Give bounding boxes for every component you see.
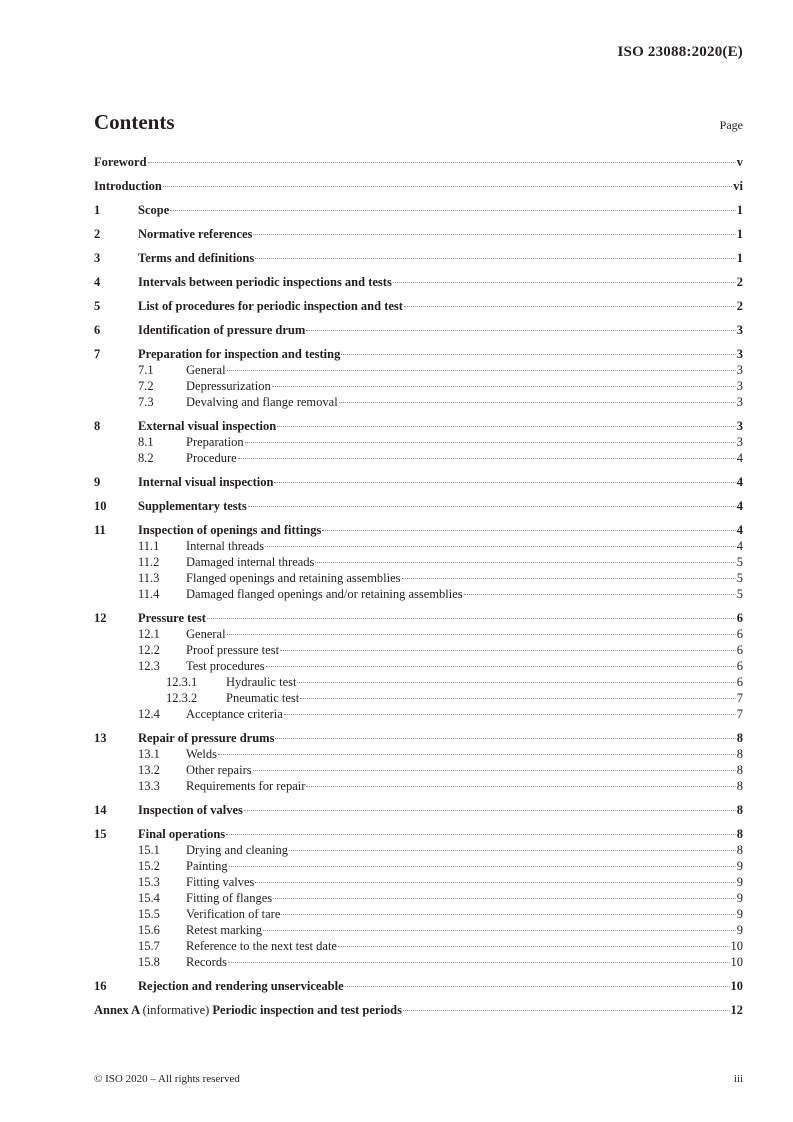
toc-section-number: 5 xyxy=(94,299,101,313)
dot-leader xyxy=(238,458,736,459)
dot-leader xyxy=(263,930,736,931)
toc-page-number: 8 xyxy=(736,827,743,841)
toc-page-number: 5 xyxy=(736,571,743,585)
toc-section-number: 15.3 xyxy=(138,875,160,889)
dot-leader xyxy=(322,530,735,531)
toc-entry[interactable] xyxy=(94,178,743,194)
toc-title: Depressurization xyxy=(186,379,271,393)
toc-section-number: 15.2 xyxy=(138,859,160,873)
toc-section-number: 12.3 xyxy=(138,659,160,673)
dot-leader xyxy=(226,834,736,835)
toc-title: Proof pressure test xyxy=(186,643,280,657)
dot-leader xyxy=(393,282,736,283)
toc-entry[interactable] xyxy=(94,474,743,490)
toc-title: Intervals between periodic inspections and tests xyxy=(138,275,392,289)
dot-leader xyxy=(255,258,736,259)
toc-entry[interactable] xyxy=(94,874,743,890)
toc-title: Preparation xyxy=(186,435,244,449)
toc-title: Rejection and rendering unserviceable xyxy=(138,979,344,993)
dot-leader xyxy=(266,666,736,667)
toc-page-number: 3 xyxy=(736,323,743,337)
toc-section-number: 3 xyxy=(94,251,101,265)
toc-section-number: 12.2 xyxy=(138,643,160,657)
toc-title: Drying and cleaning xyxy=(186,843,289,857)
toc-entry[interactable] xyxy=(94,674,743,690)
toc-page-number: 3 xyxy=(736,347,743,361)
toc-page-number: 10 xyxy=(730,955,743,969)
toc-entry[interactable] xyxy=(94,658,743,674)
toc-section-number: 7.1 xyxy=(138,363,154,377)
toc-page-number: 8 xyxy=(736,779,743,793)
toc-section-number: 13.3 xyxy=(138,779,160,793)
toc-entry[interactable] xyxy=(94,626,743,642)
annex-info: (informative) xyxy=(142,1003,210,1017)
toc-section-number: 12.3.1 xyxy=(166,675,198,689)
toc-section-number: 7.2 xyxy=(138,379,154,393)
dot-leader xyxy=(339,402,736,403)
toc-entry[interactable] xyxy=(94,826,743,842)
toc-entry[interactable] xyxy=(94,690,743,706)
toc-page-number: 1 xyxy=(736,203,743,217)
toc-page-number: 6 xyxy=(736,627,743,641)
toc-entry[interactable] xyxy=(94,538,743,554)
toc-entry[interactable] xyxy=(94,554,743,570)
toc-section-number: 9 xyxy=(94,475,101,489)
toc-title: Damaged flanged openings and/or retaining assemblies xyxy=(186,587,463,601)
toc-page-number: v xyxy=(736,155,743,169)
toc-entry[interactable] xyxy=(94,570,743,586)
toc-entry[interactable] xyxy=(94,586,743,602)
dot-leader xyxy=(345,986,730,987)
toc-entry[interactable] xyxy=(94,954,743,970)
toc-entry[interactable] xyxy=(94,154,743,170)
toc-title: Internal visual inspection xyxy=(138,475,274,489)
toc-page-number: 1 xyxy=(736,227,743,241)
toc-entry[interactable] xyxy=(94,226,743,242)
toc-title: Introduction xyxy=(94,179,162,193)
toc-title: Preparation for inspection and testing xyxy=(138,347,341,361)
toc-title: Normative references xyxy=(138,227,253,241)
dot-leader xyxy=(253,234,735,235)
toc-section-number: 12.4 xyxy=(138,707,160,721)
toc-title: Devalving and flange removal xyxy=(186,395,338,409)
toc-title: Final operations xyxy=(138,827,226,841)
toc-entry[interactable] xyxy=(94,858,743,874)
toc-section-number: 15.6 xyxy=(138,923,160,937)
toc-title: General xyxy=(186,363,226,377)
toc-title: Inspection of openings and fittings xyxy=(138,523,322,537)
toc-page-number: 10 xyxy=(730,979,743,993)
toc-title: Terms and definitions xyxy=(138,251,255,265)
toc-section-number: 11.4 xyxy=(138,587,160,601)
toc-page-number: 9 xyxy=(736,875,743,889)
toc-page-number: 4 xyxy=(736,523,743,537)
toc-entry[interactable] xyxy=(94,274,743,290)
toc-section-number: 7 xyxy=(94,347,101,361)
toc-section-number: 12 xyxy=(94,611,107,625)
toc-title: External visual inspection xyxy=(138,419,277,433)
dot-leader xyxy=(228,962,730,963)
toc-page-number: 3 xyxy=(736,379,743,393)
contents-heading: Contents xyxy=(94,110,175,134)
toc-entry[interactable] xyxy=(94,746,743,762)
dot-leader xyxy=(244,810,736,811)
dot-leader xyxy=(464,594,736,595)
toc-page-number: 1 xyxy=(736,251,743,265)
toc-page-number: 8 xyxy=(736,803,743,817)
toc-entry[interactable] xyxy=(94,298,743,314)
toc-page-number: 12 xyxy=(730,1003,743,1017)
toc-entry[interactable] xyxy=(94,322,743,338)
dot-leader xyxy=(272,386,736,387)
toc-entry[interactable] xyxy=(94,842,743,858)
toc-entry[interactable] xyxy=(94,346,743,362)
toc-section-number: 8 xyxy=(94,419,101,433)
toc-entry[interactable] xyxy=(94,378,743,394)
document-id: ISO 23088:2020(E) xyxy=(617,44,743,60)
toc-title: General xyxy=(186,627,226,641)
dot-leader xyxy=(277,426,736,427)
toc-entry[interactable] xyxy=(94,450,743,466)
toc-page-number: 8 xyxy=(736,747,743,761)
toc-section-number: 10 xyxy=(94,499,107,513)
dot-leader xyxy=(289,850,736,851)
toc-title: Identification of pressure drum xyxy=(138,323,306,337)
toc-page-number: 3 xyxy=(736,395,743,409)
dot-leader xyxy=(229,866,736,867)
dot-leader xyxy=(275,738,735,739)
toc-title: Damaged internal threads xyxy=(186,555,315,569)
dot-leader xyxy=(265,546,736,547)
toc-page-number: 9 xyxy=(736,923,743,937)
toc-title: Requirements for repair xyxy=(186,779,306,793)
toc-title: Flanged openings and retaining assemblies xyxy=(186,571,401,585)
toc-section-number: 13.1 xyxy=(138,747,160,761)
toc-entry[interactable] xyxy=(94,434,743,450)
toc-page-number: 8 xyxy=(736,731,743,745)
toc-section-number: 12.1 xyxy=(138,627,160,641)
dot-leader xyxy=(281,914,735,915)
dot-leader xyxy=(274,482,735,483)
toc-entry[interactable] xyxy=(94,938,743,954)
toc-page-number: 9 xyxy=(736,859,743,873)
dot-leader xyxy=(248,506,736,507)
dot-leader xyxy=(315,562,735,563)
toc-entry[interactable] xyxy=(94,610,743,626)
dot-leader xyxy=(404,306,736,307)
dot-leader xyxy=(227,634,736,635)
dot-leader xyxy=(284,714,736,715)
toc-page-number: 9 xyxy=(736,907,743,921)
toc-title: Pneumatic test xyxy=(226,691,300,705)
toc-entry[interactable] xyxy=(94,890,743,906)
toc-page-number: 4 xyxy=(736,539,743,553)
copyright-notice: © ISO 2020 – All rights reserved xyxy=(94,1073,240,1085)
toc-title: Scope xyxy=(138,203,170,217)
dot-leader xyxy=(403,1010,730,1011)
toc-entry[interactable] xyxy=(94,922,743,938)
toc-title: Supplementary tests xyxy=(138,499,247,513)
toc-entry[interactable] xyxy=(94,250,743,266)
toc-title: Other repairs xyxy=(186,763,252,777)
toc-section-number: 16 xyxy=(94,979,107,993)
toc-entry[interactable] xyxy=(94,362,743,378)
toc-entry[interactable] xyxy=(94,418,743,434)
dot-leader xyxy=(341,354,735,355)
toc-section-number: 15.1 xyxy=(138,843,160,857)
toc-page-number: 8 xyxy=(736,763,743,777)
toc-page-number: 10 xyxy=(730,939,743,953)
toc-title: Internal threads xyxy=(186,539,265,553)
dot-leader xyxy=(306,330,736,331)
dot-leader xyxy=(163,186,732,187)
toc-entry[interactable] xyxy=(94,778,743,794)
toc-page-number: 6 xyxy=(736,611,743,625)
toc-section-number: 6 xyxy=(94,323,101,337)
toc-section-number: 11.3 xyxy=(138,571,160,585)
dot-leader xyxy=(253,770,736,771)
footer-page-number: iii xyxy=(733,1073,743,1085)
toc-page-number: 7 xyxy=(736,691,743,705)
toc-section-number: 8.2 xyxy=(138,451,154,465)
toc-section-number: 11.2 xyxy=(138,555,160,569)
toc-page-number: 3 xyxy=(736,363,743,377)
dot-leader xyxy=(300,698,736,699)
toc-page-number: 7 xyxy=(736,707,743,721)
toc-page-number: 4 xyxy=(736,475,743,489)
dot-leader xyxy=(297,682,735,683)
toc-section-number: 8.1 xyxy=(138,435,154,449)
toc-title: Foreword xyxy=(94,155,147,169)
dot-leader xyxy=(255,882,735,883)
dot-leader xyxy=(227,370,736,371)
toc-section-number: 11 xyxy=(94,523,106,537)
toc-title: Inspection of valves xyxy=(138,803,243,817)
dot-leader xyxy=(273,898,736,899)
toc-section-number: 14 xyxy=(94,803,107,817)
toc-entry[interactable] xyxy=(94,498,743,514)
toc-page-number: 5 xyxy=(736,555,743,569)
toc-entry[interactable] xyxy=(94,394,743,410)
toc-page-number: 8 xyxy=(736,843,743,857)
toc-section-number: 15.7 xyxy=(138,939,160,953)
toc-title: Welds xyxy=(186,747,217,761)
dot-leader xyxy=(207,618,736,619)
toc-entry[interactable] xyxy=(94,522,743,538)
toc-entry[interactable] xyxy=(94,706,743,722)
dot-leader xyxy=(280,650,736,651)
toc-page-number: 3 xyxy=(736,419,743,433)
dot-leader xyxy=(218,754,736,755)
toc-title: Fitting valves xyxy=(186,875,255,889)
toc-entry[interactable] xyxy=(94,906,743,922)
toc-section-number: 15 xyxy=(94,827,107,841)
toc-title: Retest marking xyxy=(186,923,263,937)
toc-page-number: 4 xyxy=(736,499,743,513)
toc-page-number: 5 xyxy=(736,587,743,601)
toc-title: List of procedures for periodic inspection and test xyxy=(138,299,403,313)
toc-section-number: 11.1 xyxy=(138,539,160,553)
toc-section-number: 15.5 xyxy=(138,907,160,921)
toc-title: Hydraulic test xyxy=(226,675,297,689)
toc-page-number: 2 xyxy=(736,299,743,313)
toc-title: Reference to the next test date xyxy=(186,939,337,953)
toc-section-number: 15.8 xyxy=(138,955,160,969)
toc-title: Pressure test xyxy=(138,611,206,625)
toc-page-number: 2 xyxy=(736,275,743,289)
toc-section-number: 2 xyxy=(94,227,101,241)
toc-page-number: 4 xyxy=(736,451,743,465)
toc-title: Records xyxy=(186,955,227,969)
toc-section-number: 12.3.2 xyxy=(166,691,198,705)
toc-entry[interactable] xyxy=(94,762,743,778)
toc-title: Procedure xyxy=(186,451,237,465)
toc-entry[interactable] xyxy=(94,202,743,218)
toc-section-number: 1 xyxy=(94,203,101,217)
toc-page-number: vi xyxy=(733,179,743,193)
dot-leader xyxy=(245,442,736,443)
annex-title: Periodic inspection and test periods xyxy=(212,1003,402,1017)
toc-title: Painting xyxy=(186,859,228,873)
dot-leader xyxy=(306,786,735,787)
dot-leader xyxy=(148,162,736,163)
toc-title: Verification of tare xyxy=(186,907,281,921)
toc-section-number: 4 xyxy=(94,275,101,289)
annex-label: Annex A xyxy=(94,1003,140,1017)
toc-title: Repair of pressure drums xyxy=(138,731,275,745)
toc-page-number: 6 xyxy=(736,675,743,689)
toc-page-number: 9 xyxy=(736,891,743,905)
page-column-label: Page xyxy=(719,118,743,132)
toc-entry[interactable] xyxy=(94,978,743,994)
toc-title: Fitting of flanges xyxy=(186,891,273,905)
toc-entry[interactable] xyxy=(94,642,743,658)
toc-entry[interactable] xyxy=(94,802,743,818)
dot-leader xyxy=(402,578,736,579)
toc-section-number: 15.4 xyxy=(138,891,160,905)
toc-page-number: 6 xyxy=(736,659,743,673)
toc-section-number: 13 xyxy=(94,731,107,745)
toc-section-number: 13.2 xyxy=(138,763,160,777)
toc-title: Acceptance criteria xyxy=(186,707,283,721)
toc-entry-annex-a[interactable] xyxy=(94,1002,743,1018)
dot-leader xyxy=(338,946,730,947)
toc-section-number: 7.3 xyxy=(138,395,154,409)
toc-title: Test procedures xyxy=(186,659,265,673)
toc-page-number: 3 xyxy=(736,435,743,449)
toc-entry[interactable] xyxy=(94,730,743,746)
dot-leader xyxy=(170,210,736,211)
toc-page-number: 6 xyxy=(736,643,743,657)
table-of-contents xyxy=(94,154,743,1018)
